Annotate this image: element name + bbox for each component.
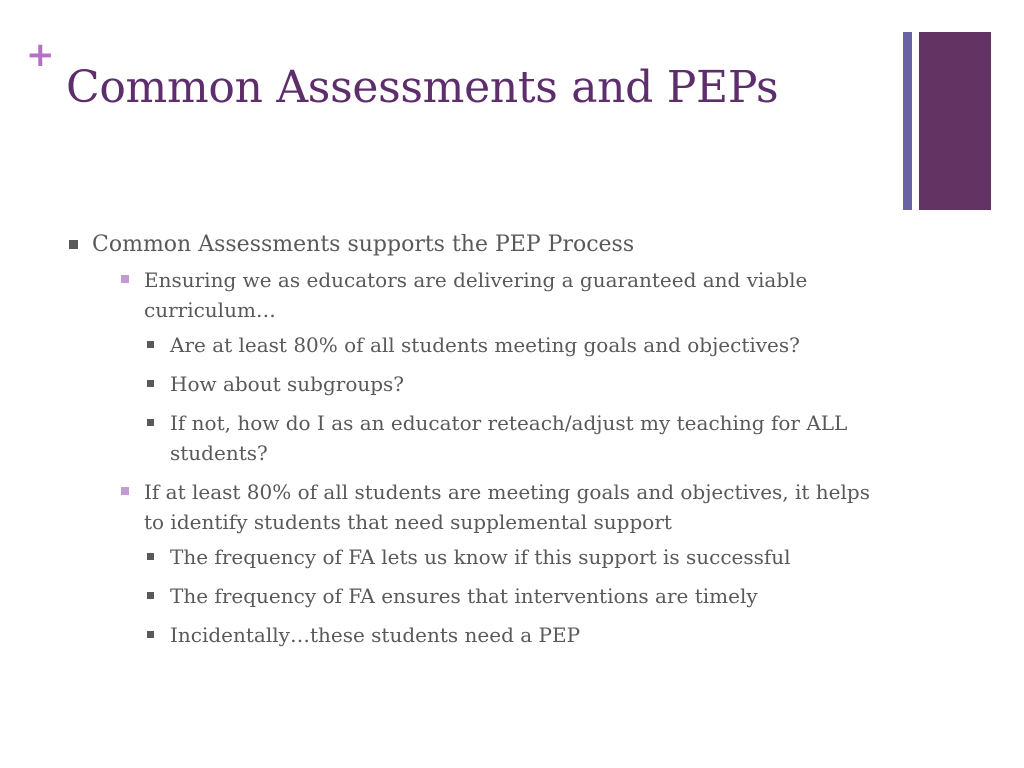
square-bullet-icon	[147, 592, 154, 599]
bullet-level2-text: Ensuring we as educators are delivering a guaranteed and viable curriculum…	[144, 268, 808, 322]
bullet-level2	[118, 477, 896, 650]
bullet-level3	[144, 369, 896, 399]
bullet-level3	[144, 542, 896, 572]
bullet-level2	[118, 265, 896, 468]
bullet-level3	[144, 408, 896, 468]
square-bullet-icon	[147, 419, 154, 426]
square-bullet-icon	[69, 240, 78, 249]
plus-icon: +	[26, 35, 55, 75]
square-bullet-icon	[147, 341, 154, 348]
square-bullet-icon	[121, 275, 129, 283]
square-bullet-icon	[121, 487, 129, 495]
bullet-level3	[144, 330, 896, 360]
decorative-bar-thick	[919, 32, 991, 210]
square-bullet-icon	[147, 380, 154, 387]
decorative-bar-thin	[903, 32, 912, 210]
bullet-level3-text: The frequency of FA lets us know if this support is successful	[170, 545, 791, 569]
square-bullet-icon	[147, 631, 154, 638]
bullet-level3	[144, 581, 896, 611]
bullet-level3-text: If not, how do I as an educator reteach/adjust my teaching for ALL students?	[170, 411, 848, 465]
slide-title: Common Assessments and PEPs	[66, 62, 779, 113]
bullet-level3-text: The frequency of FA ensures that interventions are timely	[170, 584, 758, 608]
bullet-level3-text: Incidentally…these students need a PEP	[170, 623, 581, 647]
sub-bullet-list	[92, 265, 896, 650]
bullet-list	[66, 228, 896, 650]
sub-sub-bullet-list	[144, 542, 896, 650]
bullet-level2-text: If at least 80% of all students are meeting goals and objectives, it helps to identify students that need supplemental support	[144, 480, 870, 534]
bullet-level3-text: Are at least 80% of all students meeting goals and objectives?	[170, 333, 800, 357]
bullet-level3-text: How about subgroups?	[170, 372, 405, 396]
slide-content	[66, 228, 896, 659]
square-bullet-icon	[147, 553, 154, 560]
bullet-level1-text: Common Assessments supports the PEP Process	[92, 232, 635, 257]
bullet-level1	[66, 228, 896, 650]
bullet-level3	[144, 620, 896, 650]
sub-sub-bullet-list	[144, 330, 896, 468]
